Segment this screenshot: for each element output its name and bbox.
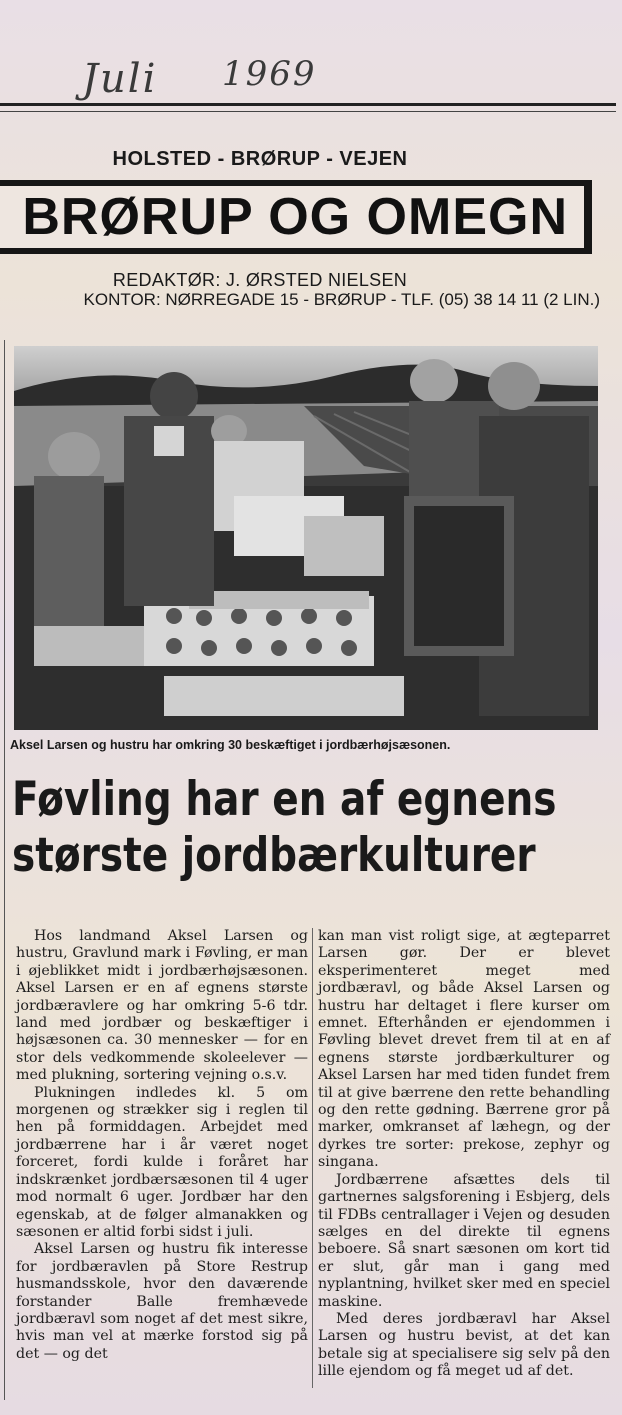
- article-column-right: [318, 928, 610, 1381]
- article-headline: [12, 772, 593, 884]
- masthead-thin-rule: [0, 111, 616, 112]
- column-divider: [312, 928, 313, 1388]
- column-edge-rule: [4, 340, 5, 1400]
- masthead: [0, 186, 584, 248]
- address-line: KONTOR: NØRREGADE 15 - BRØRUP - TLF. (05) 38 14 11 (2 LIN.): [83, 290, 600, 309]
- article-paragraph: Aksel Larsen og hustru fik interesse for jordbæravlen på Store Restrup husmandsskole, hvor den daværende forstander Balle fremhævede jordbæravl som noget af det mest sikre, hvis man vel at mærke forstod sig på det — og det: [16, 1241, 308, 1362]
- photo-caption: Aksel Larsen og hustru har omkring 30 beskæftiget i jordbærhøjsæsonen.: [10, 738, 451, 752]
- article-paragraph: Jordbærrene afsættes dels til gartnernes salgsforening i Esbjerg, dels til FDBs centrallager i Vejen og desuden sælges en del direkte til egnens beboere. Så snart sæsonen om kort tid er slut, går man i gang med nyplantning, hvilket sker med en speciel maskine.: [318, 1171, 610, 1310]
- headline-line-2: største jordbærkulturer: [12, 828, 536, 883]
- masthead-title: BRØRUP OG OMEGN: [22, 188, 568, 246]
- article-paragraph: Med deres jordbæravl har Aksel Larsen og hustru bevist, at det kan betale sig at specialisere sig selv på den lille ejendom og få meget ud af det.: [318, 1310, 610, 1380]
- masthead-top-rule: [0, 103, 616, 106]
- article-paragraph: Hos landmand Aksel Larsen og hustru, Gravlund mark i Føvling, er man i øjeblikket midt i jordbærhøjsæsonen. Aksel Larsen er en af egnens største jordbæravlere og har omkring 5-6 tdr. land med jordbær og beskæftiger i højsæsonen ca. 30 mennesker — for en stor dels vedkommende skoleelever — med plukning, sortering vejning o.s.v.: [16, 928, 308, 1084]
- editor-line: REDAKTØR: J. ØRSTED NIELSEN: [112, 270, 408, 290]
- handwritten-month: Juli: [82, 56, 158, 102]
- article-paragraph: Plukningen indledes kl. 5 om morgenen og strækker sig i reglen til hen på formiddagen. Arbejdet med jordbærrene har i år været noget forceret, fordi kulde i foråret har indskrænket jordbærsæsonen til 4 uger mod normalt 6 uger. Jordbær har den egenskab, at de følger almanakken og sæsonen er altid forbi sidst i juli.: [16, 1084, 308, 1240]
- handwritten-year: 1969: [222, 54, 317, 94]
- article-column-left: [16, 928, 308, 1363]
- article-paragraph: kan man vist roligt sige, at ægteparret Larsen gør. Der er blevet eksperimenteret meget med jordbæravl, og både Aksel Larsen og hustru har deltaget i flere kurser om emnet. Efterhånden er ejendommen i Føvling blevet drevet frem til at en af egnens største jordbærkulturer og Aksel Larsen har med tiden fundet frem til at give bærrene den rette behandling og den rette gødning. Bærrene gror på marker, omkranset af læhegn, og der dyrkes tre sorter: prekose, zephyr og singana.: [318, 928, 610, 1171]
- edition-line: HOLSTED - BRØRUP - VEJEN: [112, 148, 408, 170]
- headline-line-1: Føvling har en af egnens: [12, 772, 557, 827]
- handwritten-date: [82, 50, 342, 120]
- strawberry-field-photo: [14, 346, 598, 730]
